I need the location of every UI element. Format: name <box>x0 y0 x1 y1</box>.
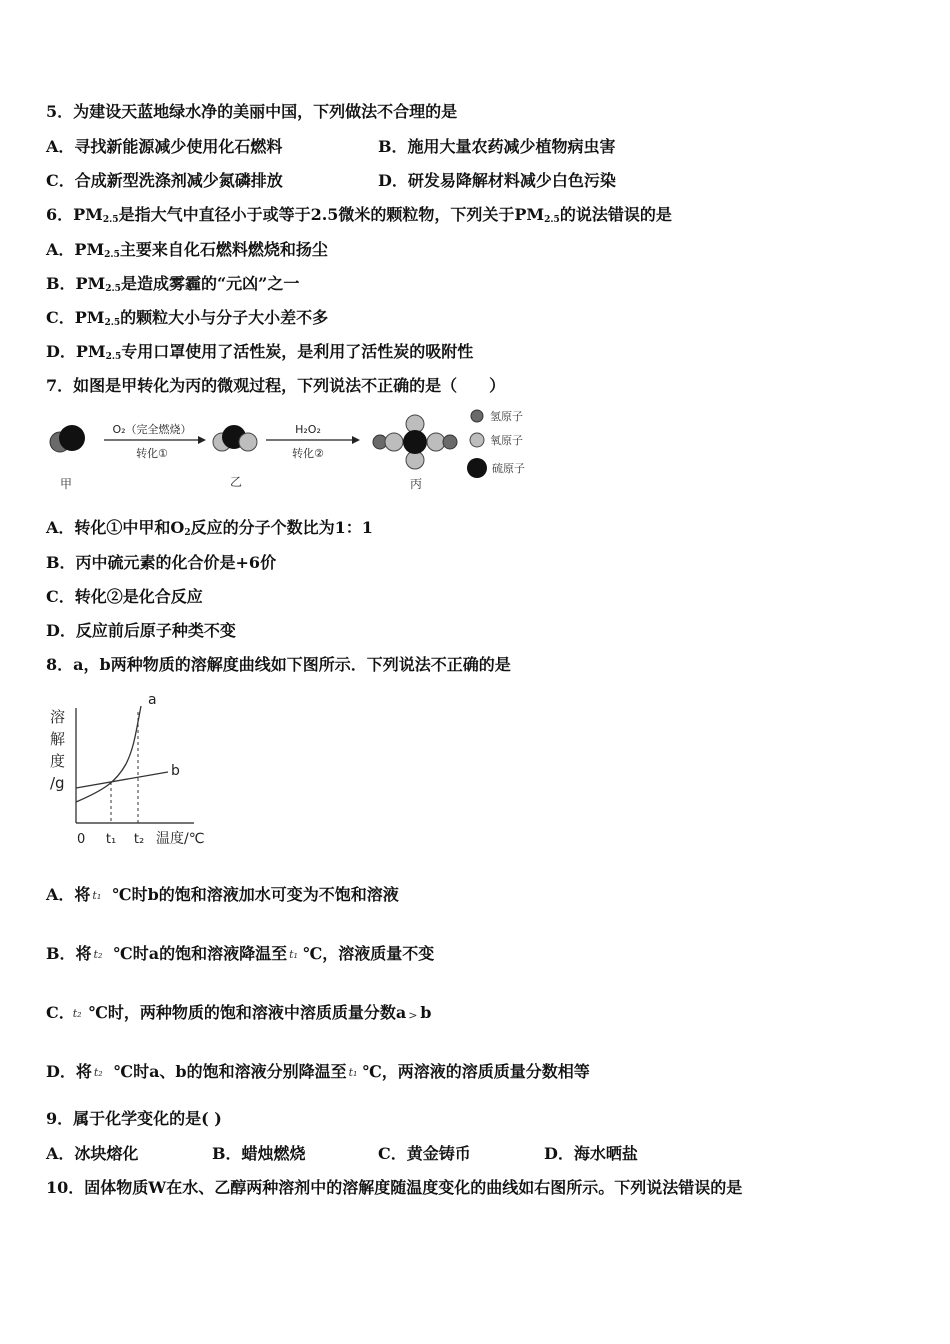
arrow-1-head <box>198 436 206 444</box>
q8-option-b: B．将 t₂ ℃时a的饱和溶液降温至 t₁ ℃，溶液质量不变 <box>46 944 435 963</box>
q9-option-b: B．蜡烛燃烧 <box>212 1144 306 1163</box>
arrow-2-bottom: 转化② <box>292 447 324 460</box>
q6-option-c: C．$PM_{2.5}$的颗粒大小与分子大小差不多 <box>46 308 329 328</box>
curve-a-label: a <box>148 692 157 708</box>
q7-option-d: D．反应前后原子种类不变 <box>46 621 236 640</box>
label-bing: 丙 <box>409 477 423 491</box>
jia-atom-2 <box>59 425 85 451</box>
arrow-2-head <box>352 436 360 444</box>
legend-s-icon <box>467 458 487 478</box>
ylabel-3: 度 <box>50 752 66 770</box>
q5-stem: 5．为建设天蓝地绿水净的美丽中国，下列做法不合理的是 <box>46 102 458 121</box>
xlabel: 温度/℃ <box>156 831 205 847</box>
q7-molecule-diagram <box>40 402 540 498</box>
arrow-2-top: H₂O₂ <box>295 423 321 436</box>
legend-h-label: 氢原子 <box>490 410 523 423</box>
q5-option-d: D．研发易降解材料减少白色污染 <box>378 171 616 190</box>
legend-o-icon <box>470 433 484 447</box>
ylabel-4: /g <box>50 774 65 792</box>
ylabel-1: 溶 <box>50 708 66 726</box>
arrow-1-top: O₂（完全燃烧） <box>112 423 192 436</box>
t1-label: t₁ <box>105 832 117 847</box>
label-yi: 乙 <box>229 475 243 489</box>
q7-option-c: C．转化②是化合反应 <box>46 587 203 606</box>
ylabel-2: 解 <box>50 730 66 748</box>
q9-option-a: A．冰块熔化 <box>46 1144 139 1163</box>
q5-option-c: C．合成新型洗涤剂减少氮磷排放 <box>46 171 283 190</box>
bing-h-right <box>443 435 457 449</box>
q5-option-a: A．寻找新能源减少使用化石燃料 <box>46 137 283 156</box>
q7-option-b: B．丙中硫元素的化合价是+6价 <box>46 553 277 572</box>
q8-option-a: A．将 t₁ ℃时b的饱和溶液加水可变为不饱和溶液 <box>46 885 399 904</box>
q6-option-a: A．$PM_{2.5}$主要来自化石燃料燃烧和扬尘 <box>46 240 328 260</box>
q7-option-a: A．转化①中甲和$O_2$反应的分子个数比为1：1 <box>46 518 373 538</box>
label-jia: 甲 <box>59 477 73 491</box>
curve-a <box>76 706 141 802</box>
q9-option-c: C．黄金铸币 <box>378 1144 471 1163</box>
curve-b <box>76 772 168 788</box>
legend-s-label: 硫原子 <box>492 462 525 475</box>
t2-label: t₂ <box>133 832 145 847</box>
q8-option-d: D．将 t₂ ℃时a、b的饱和溶液分别降温至 t₁ ℃，两溶液的溶质质量分数相等 <box>46 1062 590 1081</box>
q9-stem: 9．属于化学变化的是( ) <box>46 1109 222 1128</box>
legend-h-icon <box>471 410 483 422</box>
bing-o-right <box>427 433 445 451</box>
legend-o-label: 氧原子 <box>490 434 523 447</box>
q8-stem: 8．a，b两种物质的溶解度曲线如下图所示．下列说法不正确的是 <box>46 655 511 674</box>
q6-option-b: B．$PM_{2.5}$是造成雾霾的“元凶”之一 <box>46 274 300 294</box>
q6-stem: 6．$PM_{2.5}$是指大气中直径小于或等于2.5微米的颗粒物，下列关于$PM_{2.5}$的说法错误的是 <box>46 205 672 225</box>
yi-atom-3 <box>239 433 257 451</box>
q5-option-b: B．施用大量农药减少植物病虫害 <box>378 137 616 156</box>
bing-o-left <box>385 433 403 451</box>
curve-b-label: b <box>171 763 180 779</box>
q6-option-d: D．$PM_{2.5}$专用口罩使用了活性炭，是利用了活性炭的吸附性 <box>46 342 474 362</box>
bing-s <box>403 430 427 454</box>
q7-stem: 7．如图是甲转化为丙的微观过程，下列说法不正确的是（ ） <box>46 376 506 395</box>
arrow-1-bottom: 转化① <box>136 447 168 460</box>
q8-solubility-graph <box>44 690 224 855</box>
q8-option-c: C． t₂ ℃时，两种物质的饱和溶液中溶质质量分数a > b <box>46 1003 432 1022</box>
q9-option-d: D．海水晒盐 <box>544 1144 638 1163</box>
origin-label: 0 <box>77 832 86 847</box>
q10-stem: 10．固体物质W在水、乙醇两种溶剂中的溶解度随温度变化的曲线如右图所示。下列说法错误的是 <box>46 1178 743 1197</box>
